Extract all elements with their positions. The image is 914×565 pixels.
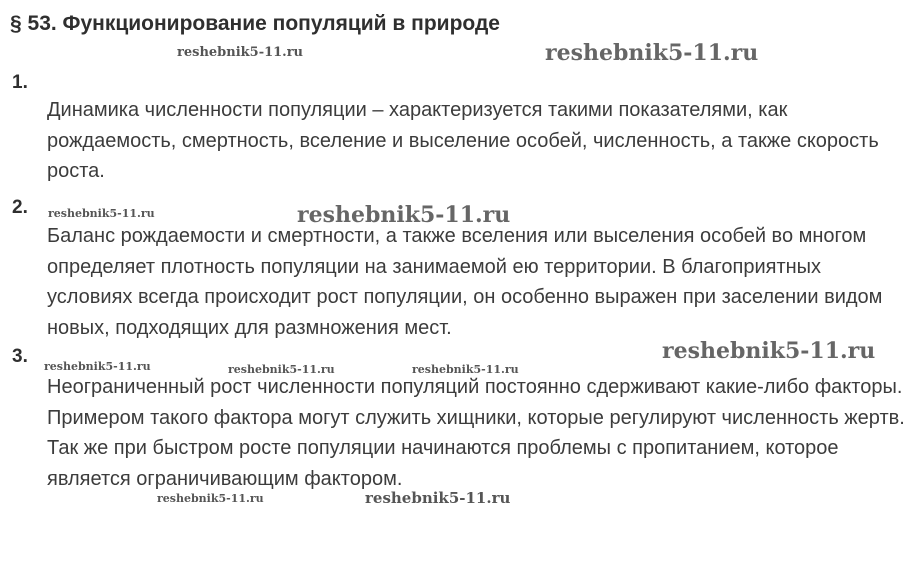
item-text: Динамика численности популяции – характеризуется такими показателями, как рождаемость, смертность, вселение и выселение особей, численность, а также скорость роста. — [47, 99, 879, 182]
item-number: 2. — [12, 197, 28, 218]
watermark: reshebnik5-11.ru — [297, 202, 511, 228]
watermark: reshebnik5-11.ru — [228, 363, 335, 376]
watermark: reshebnik5-11.ru — [412, 363, 519, 376]
watermark: reshebnik5-11.ru — [48, 207, 155, 220]
item-number: 1. — [12, 72, 28, 93]
watermark: reshebnik5-11.ru — [177, 45, 304, 60]
item-text: Баланс рождаемости и смертности, а также вселения или выселения особей во многом определяет плотность популяции на занимаемой ею территории. В благоприятных условиях всегда происходит рост популяции, он особенно выражен при заселении видом новых, подходящих для размножения мест. — [47, 225, 883, 339]
item-text: Неограниченный рост численности популяций постоянно сдерживают какие-либо факторы. Примером такого фактора могут служить хищники, которые регулируют численность жертв. Так же при быстром росте популяции начинаются проблемы с пропитанием, которое является ограничивающим фактором. — [47, 376, 905, 490]
watermark: reshebnik5-11.ru — [662, 338, 876, 364]
watermark: reshebnik5-11.ru — [157, 492, 264, 505]
watermark: reshebnik5-11.ru — [545, 40, 759, 66]
section-title: § 53. Функционирование популяций в природе — [10, 12, 500, 35]
watermark: reshebnik5-11.ru — [365, 489, 511, 507]
item-number: 3. — [12, 346, 28, 367]
watermark: reshebnik5-11.ru — [44, 360, 151, 373]
